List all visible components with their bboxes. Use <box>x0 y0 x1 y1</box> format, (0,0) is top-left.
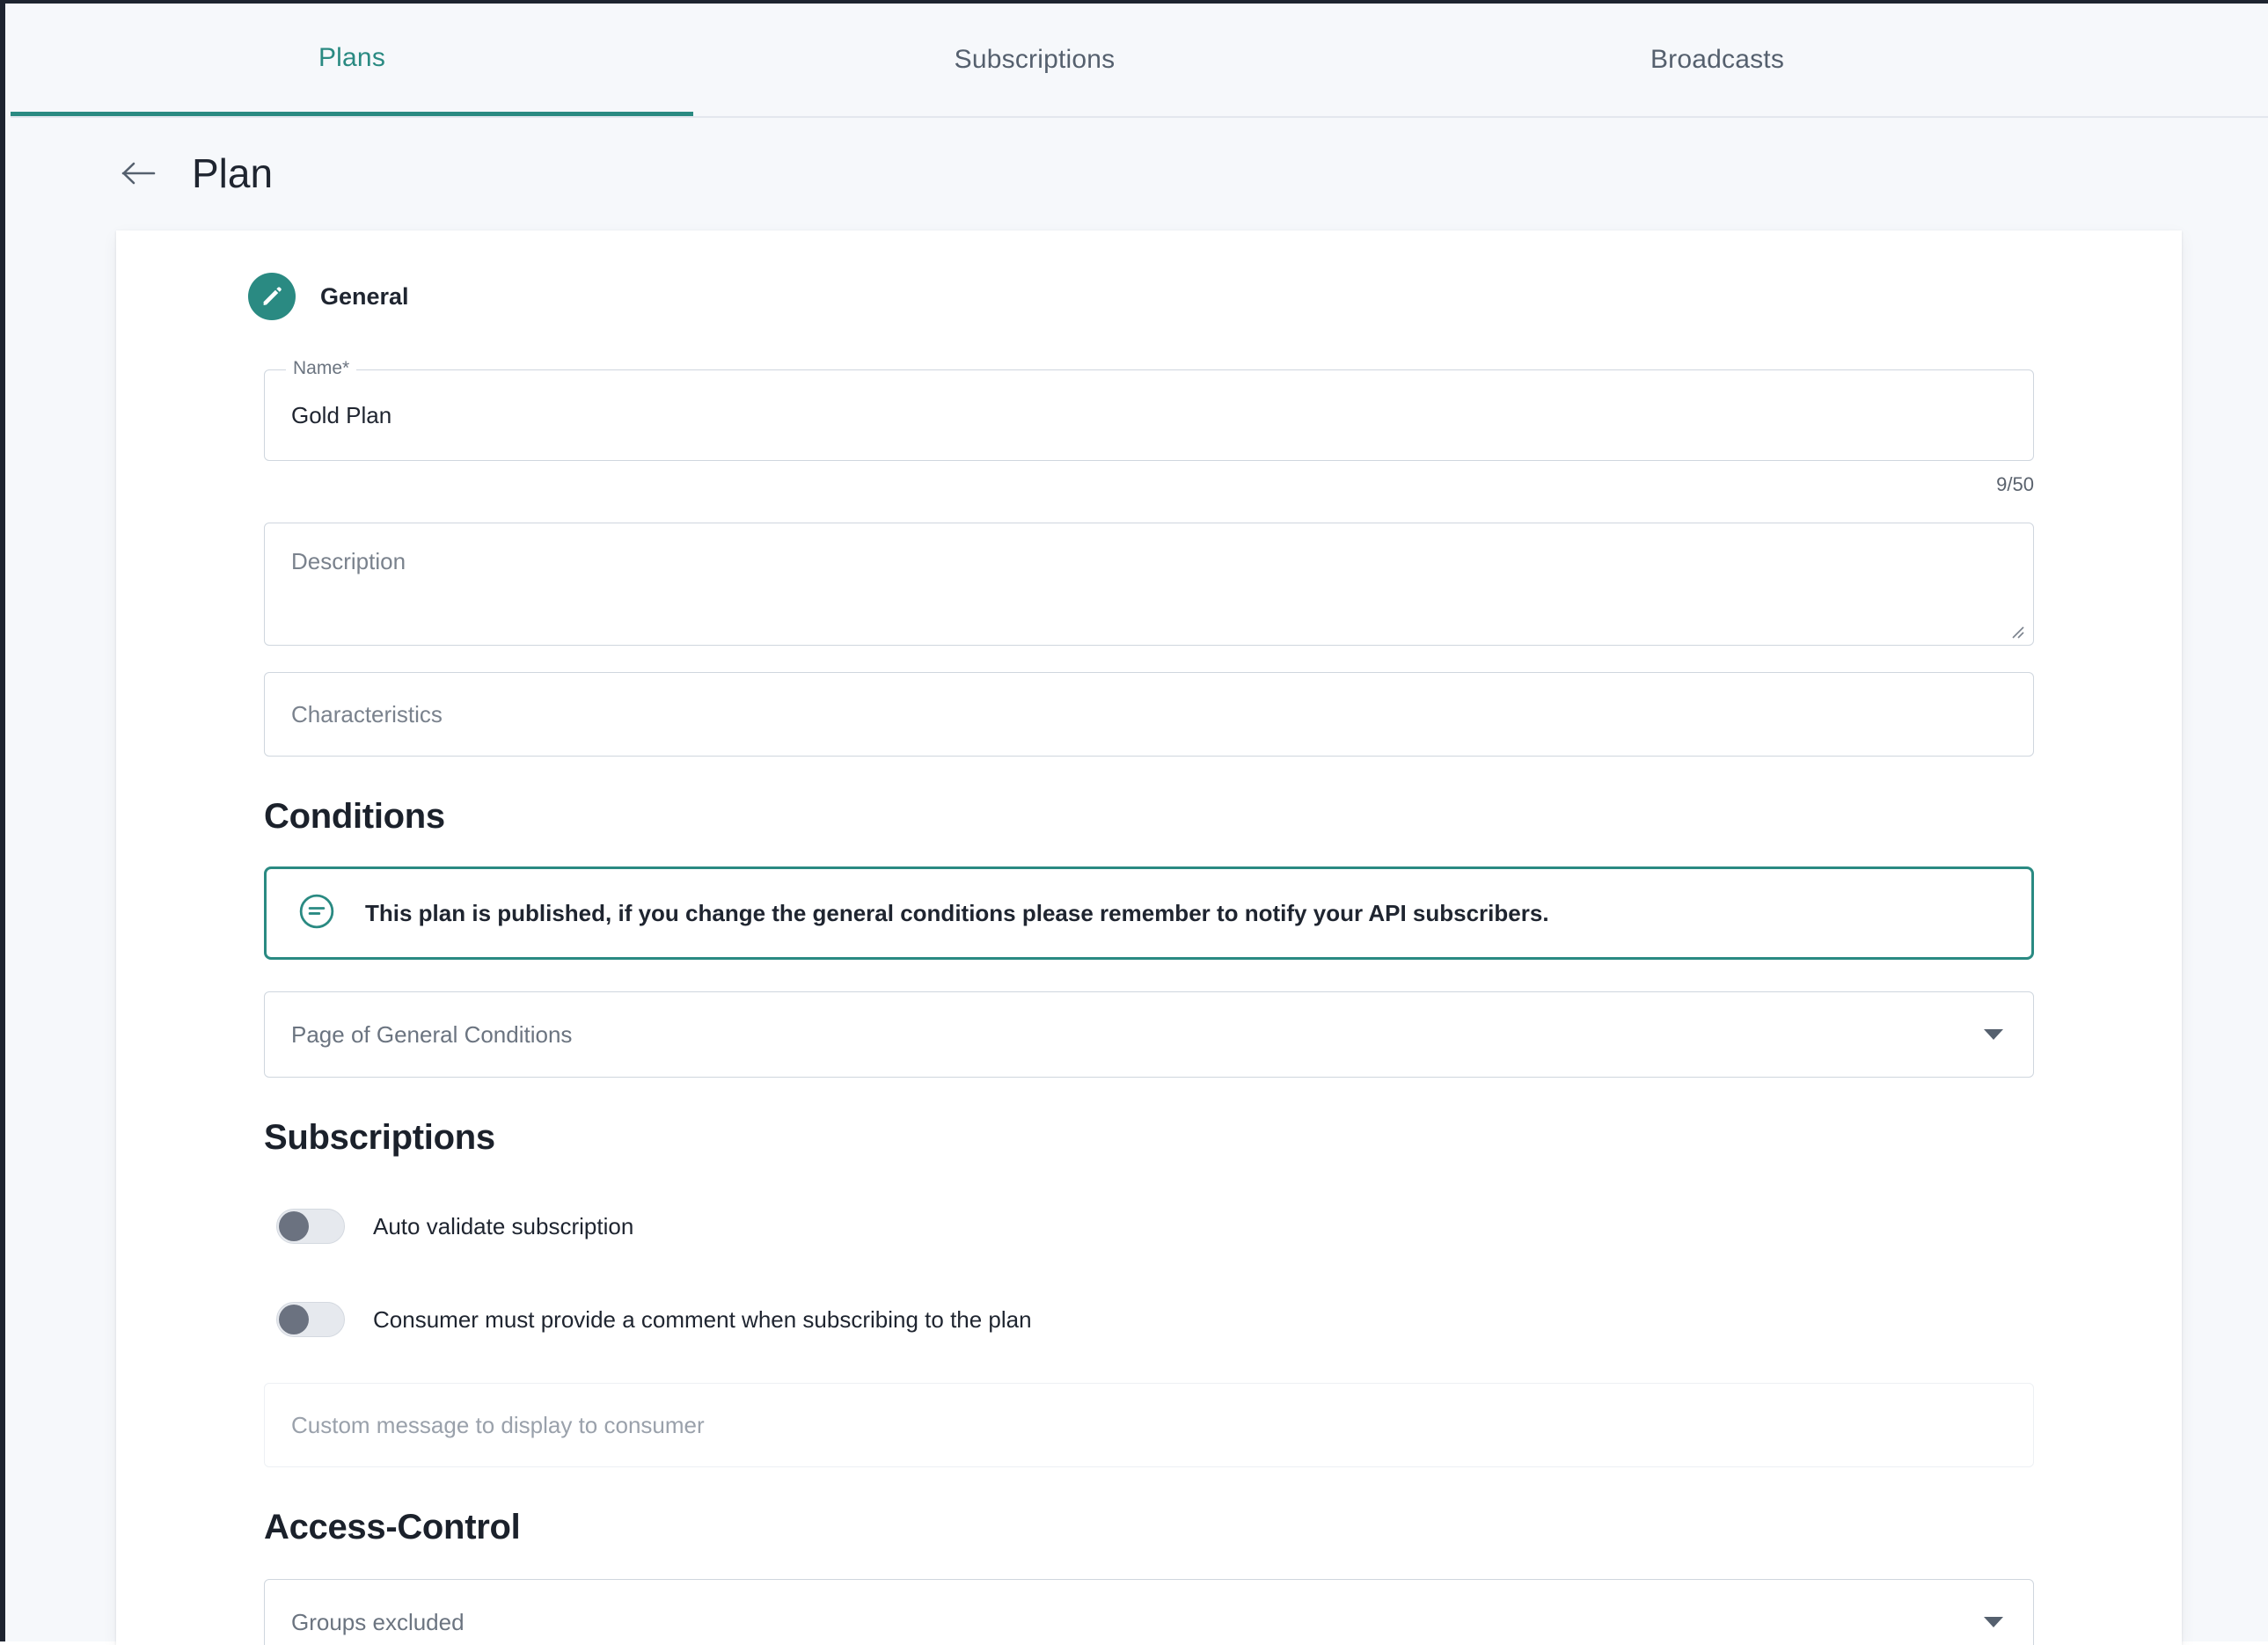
name-char-counter: 9/50 <box>1996 473 2034 495</box>
toggle-knob <box>279 1305 309 1334</box>
name-field-wrapper <box>264 358 2034 461</box>
plan-form-card <box>116 230 2182 1645</box>
description-textarea[interactable] <box>264 523 2034 646</box>
published-plan-banner <box>264 866 2034 960</box>
custom-message-placeholder: Custom message to display to consumer <box>291 1411 705 1438</box>
general-section-label: General <box>320 282 409 310</box>
name-input[interactable] <box>264 358 2034 461</box>
general-conditions-wrapper <box>264 991 2034 1078</box>
auto-validate-row <box>276 1209 2182 1244</box>
description-field-wrapper <box>264 523 2034 646</box>
custom-message-input[interactable] <box>264 1383 2034 1467</box>
require-comment-row <box>276 1302 2182 1337</box>
tab-broadcasts[interactable] <box>1376 4 2059 116</box>
published-plan-banner-text: This plan is published, if you change the general conditions please remember to notify your API subscribers. <box>365 899 1549 926</box>
groups-excluded-wrapper <box>264 1579 2034 1645</box>
require-comment-label: Consumer must provide a comment when subscribing to the plan <box>373 1305 1032 1333</box>
page-title: Plan <box>192 150 274 196</box>
chevron-down-icon[interactable] <box>1984 1617 2003 1627</box>
auto-validate-toggle[interactable] <box>276 1209 345 1244</box>
conditions-heading: Conditions <box>264 797 445 836</box>
auto-validate-label: Auto validate subscription <box>373 1212 634 1239</box>
groups-excluded-select[interactable] <box>264 1579 2034 1645</box>
groups-excluded-placeholder: Groups excluded <box>291 1608 465 1635</box>
toggle-knob <box>279 1211 309 1241</box>
characteristics-field-wrapper <box>264 672 2034 757</box>
subscriptions-heading: Subscriptions <box>264 1118 495 1157</box>
message-info-icon <box>298 893 335 934</box>
characteristics-placeholder: Characteristics <box>291 700 443 727</box>
tab-plans-label: Plans <box>318 42 386 72</box>
general-conditions-select[interactable] <box>264 991 2034 1078</box>
arrow-left-icon[interactable] <box>120 154 158 193</box>
name-label: Name* <box>286 359 356 377</box>
primary-tabbar <box>11 4 2268 118</box>
description-placeholder: Description <box>291 548 406 574</box>
general-conditions-placeholder: Page of General Conditions <box>291 1020 573 1048</box>
page-header <box>120 150 274 196</box>
characteristics-input[interactable] <box>264 672 2034 757</box>
pencil-icon <box>248 273 296 320</box>
tab-subscriptions-label: Subscriptions <box>954 45 1116 74</box>
tab-plans[interactable] <box>11 4 693 116</box>
access-control-heading: Access-Control <box>264 1508 521 1546</box>
tab-subscriptions[interactable] <box>693 4 1376 116</box>
resize-handle-icon[interactable] <box>2006 620 2025 640</box>
general-section-header <box>248 273 2182 320</box>
tab-broadcasts-label: Broadcasts <box>1650 45 1785 74</box>
chevron-down-icon[interactable] <box>1984 1029 2003 1040</box>
name-value: Gold Plan <box>291 401 392 428</box>
require-comment-toggle[interactable] <box>276 1302 345 1337</box>
